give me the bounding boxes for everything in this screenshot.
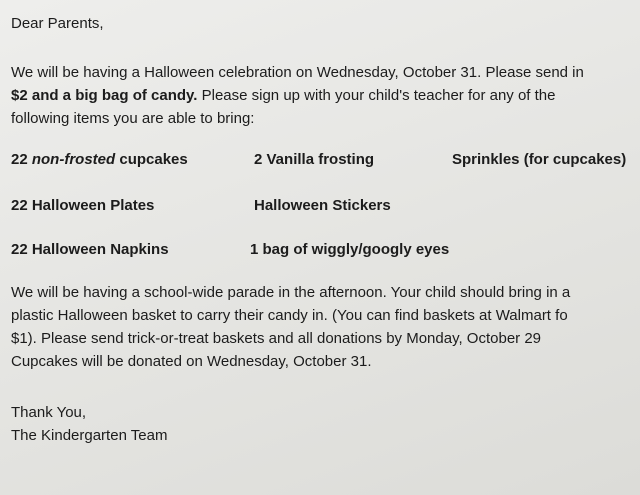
- item-googly-eyes: 1 bag of wiggly/googly eyes: [250, 241, 450, 258]
- item-sprinkles: Sprinkles (for cupcakes): [452, 151, 627, 168]
- item-cupcakes-qualifier: non-frosted: [31, 151, 116, 168]
- closing: Thank You,: [11, 404, 87, 421]
- parade-line-4: Cupcakes will be donated on Wednesday, October 31.: [11, 353, 372, 370]
- intro-bold-request: $2 and a big bag of candy.: [11, 87, 198, 104]
- intro-line-3: following items you are able to bring:: [11, 110, 255, 127]
- intro-line-2: [11, 86, 556, 105]
- item-napkins: 22 Halloween Napkins: [11, 241, 169, 258]
- parade-line-2: plastic Halloween basket to carry their candy in. (You can find baskets at Walmart fo: [11, 307, 568, 324]
- item-cupcakes-qty: 22: [11, 151, 32, 168]
- item-cupcakes: [11, 150, 188, 169]
- parade-line-1: We will be having a school-wide parade in the afternoon. Your child should bring in a: [11, 284, 571, 301]
- parade-line-3: $1). Please send trick-or-treat baskets and all donations by Monday, October 29: [11, 330, 542, 347]
- signature: The Kindergarten Team: [11, 427, 168, 444]
- item-vanilla-frosting: 2 Vanilla frosting: [254, 151, 375, 168]
- item-cupcakes-noun: cupcakes: [115, 151, 188, 168]
- intro-line-1: We will be having a Halloween celebration on Wednesday, October 31. Please send in: [11, 64, 584, 81]
- greeting: Dear Parents,: [11, 15, 104, 32]
- intro-line-2-rest: Please sign up with your child's teacher for any of the: [197, 87, 556, 104]
- item-plates: 22 Halloween Plates: [11, 197, 155, 214]
- item-stickers: Halloween Stickers: [254, 197, 391, 214]
